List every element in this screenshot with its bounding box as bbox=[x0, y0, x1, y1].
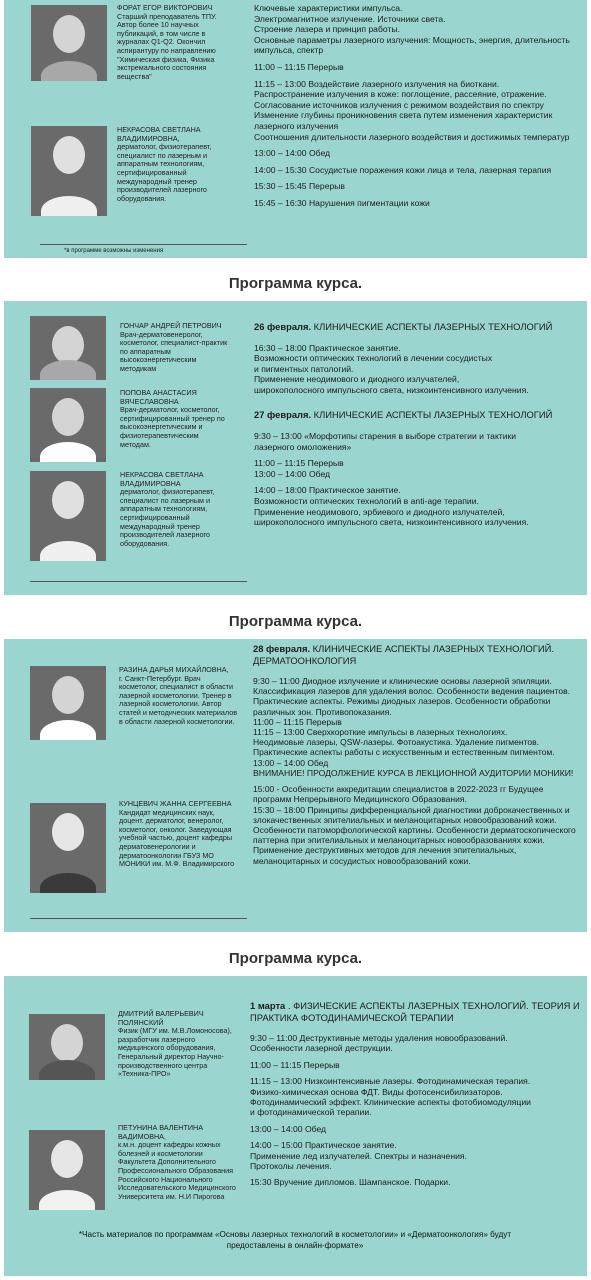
section-title: Программа курса. bbox=[228, 613, 363, 630]
line: и пигментных патологий. bbox=[254, 363, 354, 374]
speaker-bio-razina bbox=[119, 666, 239, 726]
day-topic: КЛИНИЧЕСКИЕ АСПЕКТЫ ЛАЗЕРНЫХ ТЕХНОЛОГИЙ bbox=[311, 409, 553, 421]
day-header bbox=[250, 1000, 580, 1023]
speaker-desc: Старший преподаватель ТПУ. Автор более 10 научных публикаций, в том числе в журналах Q1-Q2. Окончил аспирантуру по направлению "Химическая физика, Физика экстремального состояния вещества" bbox=[117, 11, 217, 81]
line: 11:15 – 13:00 Сверхкороткие импульсы в лазерных технологиях. bbox=[253, 727, 508, 738]
speaker-name: ФОРАТ ЕГОР ВИКТОРОВИЧ bbox=[117, 3, 213, 12]
line: Возможности оптических технологий в лечении сосудистых bbox=[254, 353, 493, 364]
section-title: Программа курса. bbox=[228, 950, 363, 967]
speaker-name: НЕКРАСОВА СВЕТЛАНА ВЛАДИМИРОВНА, bbox=[117, 125, 201, 143]
speaker-bio-gonchar bbox=[120, 322, 230, 374]
speaker-bio-nekrasova-1 bbox=[117, 126, 229, 203]
line: Фотодинамический эффект. Клинические аспекты фотобиомодуляции bbox=[250, 1097, 531, 1108]
speaker-bio-popova bbox=[120, 389, 230, 449]
line: 9:30 – 11:00 Диодное излучение и клинические основы лазерной эпиляции. Классификация лазеров для удаления волос. Особенности ведения пациентов. bbox=[253, 676, 571, 697]
line: Согласование источников излучения с режимом воздействия по спектру bbox=[254, 99, 544, 110]
schedule-section-3 bbox=[253, 643, 581, 866]
speaker-name: ПОПОВА АНАСТАСИЯ ВЯЧЕСЛАВОВНА bbox=[120, 388, 197, 406]
line: 16:30 – 18:00 Практическое занятие. bbox=[254, 342, 401, 353]
day-header bbox=[254, 321, 579, 333]
line: 13:00 – 14:00 Обед bbox=[254, 468, 331, 479]
day-header bbox=[254, 409, 579, 421]
schedule-section-4 bbox=[250, 1000, 580, 1188]
line: Соотношения длительности лазерного воздействия и достижимых температур bbox=[254, 131, 570, 142]
speaker-photo-razina bbox=[30, 666, 106, 740]
line: Применение деструктивных методов для лечения эпителиальных, меланоцитарных и сосудистых новообразований кожи. bbox=[253, 845, 517, 866]
line: 15:45 – 16:30 Нарушения пигментации кожи bbox=[254, 197, 430, 208]
speaker-name: ГОНЧАР АНДРЕЙ ПЕТРОВИЧ bbox=[120, 321, 222, 330]
section-2-band bbox=[4, 267, 587, 301]
line: 13:00 – 14:00 Обед bbox=[254, 148, 331, 159]
speaker-photo-popova bbox=[30, 388, 106, 462]
line: Применение неодимового, эрбиевого и диодного излучателей, bbox=[254, 506, 505, 517]
line: лазерного омоложения» bbox=[254, 441, 352, 452]
line: Неодимовые лазеры, QSW-лазеры. Фотоакустика. Удаление пигментов. bbox=[253, 737, 539, 748]
line: 11:00 – 11:15 Перерыв bbox=[254, 61, 344, 72]
line: Распространение излучения в коже: поглощение, рассеяние, отражение. bbox=[254, 89, 547, 100]
speaker-desc: Врач-дерматовенеролог, косметолог, специалист-практик по аппаратным высокоэнергетическим методикам bbox=[120, 329, 228, 373]
line: и фотодинамической терапии. bbox=[250, 1107, 372, 1118]
day-date: 28 февраля. bbox=[253, 643, 311, 654]
day-date: 27 февраля. bbox=[254, 409, 312, 421]
speaker-photo-polyansky bbox=[29, 1014, 105, 1080]
speaker-photo-gonchar bbox=[30, 316, 106, 380]
speaker-bio-kuntsevich bbox=[119, 800, 239, 869]
line: 14:00 – 15:00 Практическое занятие. bbox=[250, 1140, 397, 1151]
day-topic: КЛИНИЧЕСКИЕ АСПЕКТЫ ЛАЗЕРНЫХ ТЕХНОЛОГИЙ bbox=[311, 321, 553, 332]
speaker-bio-petunina bbox=[118, 1124, 238, 1201]
line: 15:30 – 18:00 Принципы дифференциальной диагностики доброкачественных и злокачественных эпителиальных и меланоцитарных новообразований кожи. Особенности патоморфологической картины. Особенности дерматоскопического паттерна при эпителиальных и меланоцитарных новообразованиях кожи. bbox=[253, 804, 576, 846]
line: 15:30 Вручение дипломов. Шампанское. Подарки. bbox=[250, 1177, 451, 1188]
line: Применение неодимового и диодного излучателей, bbox=[254, 374, 460, 385]
line: Ключевые характеристики импульса. bbox=[254, 3, 403, 13]
speaker-desc: Врач-дерматолог, косметолог, сертифицированный тренер по высокоэнергетическим и физиотерапевтическим методам. bbox=[120, 405, 225, 449]
speaker-photo-forat bbox=[31, 5, 107, 81]
line: 15:00 - Особенности аккредитации специалистов в 2022-2023 гг Будущее программ Непрерывного Медицинского Образования. bbox=[253, 784, 544, 805]
divider-line bbox=[30, 581, 247, 582]
speaker-photo-nekrasova-2 bbox=[30, 471, 106, 561]
speaker-bio-forat bbox=[117, 4, 229, 81]
online-format-footnote: *Часть материалов по программам «Основы лазерных технологий в косметологии» и «Дерматоонкология» будут предоставлены в онлайн-формате» bbox=[78, 1230, 512, 1250]
speaker-desc: Физик (МГУ им. М.В.Ломоносова), разработчик лазерного медицинского оборудования, Генеральный директор Научно-производственного центра «Техника-ПРО» bbox=[118, 1026, 232, 1079]
speaker-photo-petunina bbox=[29, 1130, 105, 1210]
attention-notice: ВНИМАНИЕ! ПРОДОЛЖЕНИЕ КУРСА В ЛЕКЦИОННОЙ АУДИТОРИИ МОНИКИ! bbox=[253, 767, 574, 778]
line: 11:15 – 13:00 Низкоинтенсивные лазеры. Фотодинамическая терапия. bbox=[250, 1076, 531, 1087]
schedule-section-1 bbox=[254, 3, 579, 209]
speaker-photo-nekrasova-1 bbox=[31, 126, 107, 216]
line: 13:00 – 14:00 Обед bbox=[250, 1123, 327, 1134]
line: 11:00 – 11:15 Перерыв bbox=[253, 716, 342, 727]
line: Протоколы лечения. bbox=[250, 1161, 332, 1172]
speaker-bio-nekrasova-2 bbox=[120, 471, 230, 548]
line: 9:30 – 13:00 «Морфотипы старения в выборе стратегии и тактики bbox=[254, 430, 517, 441]
line: широкополосного импульсного света, низкоинтенсивного излучения. bbox=[254, 517, 529, 528]
line: 15:30 – 15:45 Перерыв bbox=[254, 181, 345, 192]
speaker-desc: г. Санкт-Петербург. Врач косметолог, специалист в области лазерной косметологии. Тренер в лазерной косметологии. Автор статей и методических материалов в области лазерной косметологии. bbox=[119, 673, 238, 726]
line: 9:30 – 11:00 Деструктивные методы удаления новообразований. bbox=[250, 1033, 508, 1043]
section-4-band bbox=[4, 942, 587, 976]
changes-note: *в программе возможны изменения bbox=[64, 248, 164, 254]
line: Основные параметры лазерного излучения: Мощность, энергия, длительность импульса, спектр bbox=[254, 34, 570, 56]
speaker-desc: дерматолог, физиотерапевт, специалист по лазерным и аппаратным технологиям, сертифицированный международный тренер производителей лазерного оборудования. bbox=[117, 142, 212, 203]
divider-line bbox=[40, 244, 247, 245]
speaker-desc: дерматолог, физиотерапевт, специалист по лазерным и аппаратным технологиям, сертифицированный международный тренер производителей лазерного оборудования. bbox=[120, 487, 215, 548]
speaker-name: ПЕТУНИНА ВАЛЕНТИНА ВАДИМОВНА, bbox=[118, 1123, 204, 1141]
line: Практические аспекты. Режимы диодных лазеров. Особенности обработки различных зон. Противопоказания. bbox=[253, 696, 551, 717]
speaker-photo-kuntsevich bbox=[30, 803, 106, 893]
line: 14:00 – 15:30 Сосудистые поражения кожи лица и тела, лазерная терапия bbox=[254, 164, 552, 175]
speaker-name: РАЗИНА ДАРЬЯ МИХАЙЛОВНА, bbox=[119, 665, 229, 674]
day-topic: . ФИЗИЧЕСКИЕ АСПЕКТЫ ЛАЗЕРНЫХ ТЕХНОЛОГИЙ. ТЕОРИЯ И ПРАКТИКА ФОТОДИНАМИЧЕСКОЙ ТЕРАПИИ bbox=[250, 1000, 580, 1023]
section-3-band bbox=[4, 605, 587, 639]
line: Изменение глубины проникновения света путем изменения характеристик лазерного излучения bbox=[254, 110, 553, 131]
line: широкополосного импульсного света, низкоинтенсивного излучения. bbox=[254, 384, 529, 395]
line: Применение лед излучателей. Спектры и назначения. bbox=[250, 1150, 467, 1161]
line: Практические аспекты работы с искусственным и естественным пигментом. bbox=[253, 747, 555, 758]
section-title: Программа курса. bbox=[228, 275, 363, 292]
line: 11:15 – 13:00 Воздействие лазерного излучения на биоткани. bbox=[254, 78, 500, 89]
speaker-desc: к.м.н. доцент кафедры кожных болезней и косметологии Факультета Дополнительного Профессионального Образования Российского Национального Исследовательского Медицинского Университета им. Н.И Пирогова bbox=[118, 1140, 236, 1201]
day-date: 1 марта bbox=[250, 1000, 286, 1011]
speaker-desc: Кандидат медицинских наук, доцент. дерматолог, венеролог, косметолог, онколог. Заведующая учебной частью, доцент кафедры дерматовенерологии и дерматоонкологии ГБУЗ МО МОНИКИ им. М.Ф. Владимирского bbox=[119, 807, 235, 869]
line: 11:00 – 11:15 Перерыв bbox=[254, 458, 344, 469]
line: 14:00 – 18:00 Практическое занятие. bbox=[254, 485, 401, 496]
divider-line bbox=[30, 918, 247, 919]
line: Возможности оптических технологий в anti-age терапии. bbox=[254, 495, 479, 506]
day-date: 26 февраля. bbox=[254, 321, 312, 332]
day-header bbox=[253, 643, 581, 666]
line: Строение лазера и принцип работы. bbox=[254, 24, 400, 35]
line: Электромагнитное излучение. Источники света. bbox=[254, 13, 446, 24]
line: Физико-химическая основа ФДТ. Виды фотосенсибилизаторов. bbox=[250, 1086, 503, 1097]
speaker-name: НЕКРАСОВА СВЕТЛАНА ВЛАДИМИРОВНА bbox=[120, 470, 204, 488]
schedule-section-2 bbox=[254, 321, 579, 528]
line: 13:00 – 14:00 Обед bbox=[253, 757, 329, 768]
line: Особенности лазерной деструкции. bbox=[250, 1043, 393, 1054]
line: 11:00 – 11:15 Перерыв bbox=[250, 1059, 340, 1070]
day-topic: КЛИНИЧЕСКИЕ АСПЕКТЫ ЛАЗЕРНЫХ ТЕХНОЛОГИЙ. ДЕРМАТООНКОЛОГИЯ bbox=[253, 643, 554, 666]
speaker-name: ДМИТРИЙ ВАЛЕРЬЕВИЧ ПОЛЯНСКИЙ bbox=[118, 1009, 204, 1027]
speaker-name: КУНЦЕВИЧ ЖАННА СЕРГЕЕВНА bbox=[119, 799, 232, 808]
speaker-bio-polyansky bbox=[118, 1010, 238, 1079]
